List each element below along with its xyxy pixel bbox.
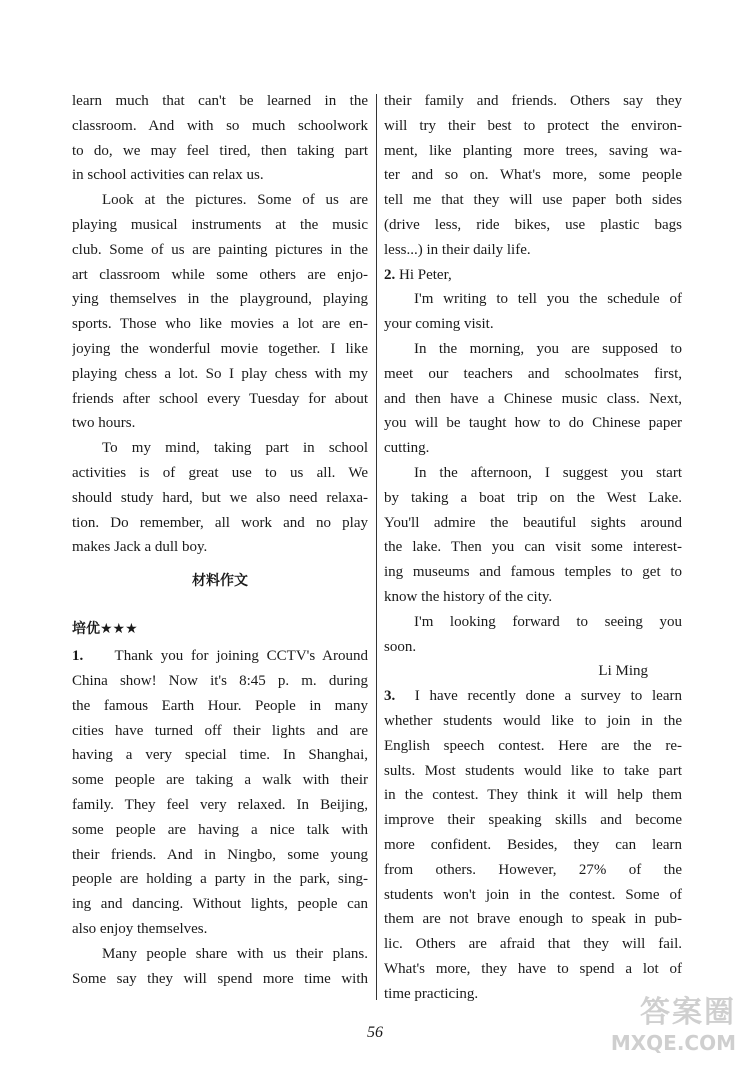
question-2 [384, 263, 682, 685]
text-line: ing and dancing. Without lights, people can [72, 896, 368, 913]
paragraph-school-activities-intro [72, 89, 368, 188]
text-line: English speech contest. Here are the re- [384, 737, 682, 754]
difficulty-label: 培优★★★ [72, 621, 138, 638]
text-line: tion. Do remember, all work and no play [72, 514, 368, 531]
text-line: improve their speaking skills and become [384, 812, 682, 829]
text-line: In the afternoon, I suggest you start [414, 464, 682, 481]
letter-signature: Li Ming [598, 663, 648, 680]
text-line: family. They feel very relaxed. In Beijing, [72, 796, 368, 813]
paragraph-pictures [72, 188, 368, 436]
text-line: some people are taking a walk with their [72, 772, 368, 789]
text-line: also enjoy themselves. [72, 920, 208, 937]
text-line: in school activities can relax us. [72, 167, 264, 184]
question-1-continued [384, 89, 682, 263]
text-line: and then have a Chinese music class. Next, [384, 390, 682, 407]
paragraph-conclusion [72, 436, 368, 560]
text-line: lic. Others are afraid that they will fail. [384, 936, 682, 953]
watermark-text: 答案圈 [640, 995, 736, 1030]
text-line: their family and friends. Others say they [384, 93, 682, 109]
text-line: I'm writing to tell you the schedule of [414, 291, 682, 308]
column-divider [376, 94, 377, 1000]
text-line: from others. However, 27% of the [384, 861, 682, 878]
text-line: having a very special time. In Shanghai, [72, 747, 368, 764]
text-line: more confident. Besides, they can learn [384, 836, 682, 853]
text-line: playing chess a lot. So I play chess with my [72, 365, 368, 382]
text-line: cutting. [384, 440, 430, 457]
text-line: I'm looking forward to seeing you [414, 613, 682, 630]
text-line: learn much that can't be learned in the [72, 93, 368, 109]
question-number: 2. [384, 266, 396, 283]
text-line: club. Some of us are painting pictures in the [72, 241, 368, 258]
text-line: them are not brave enough to speak in pub- [384, 911, 682, 928]
text-line: ying themselves in the playground, playing [72, 291, 368, 308]
text-line: Look at the pictures. Some of us are [102, 192, 368, 209]
text-line: soon. [384, 638, 417, 655]
text-line: ter and so on. What's more, some people [384, 167, 682, 184]
text-line: their friends. And in Ningbo, some young [72, 846, 368, 863]
text-line-content: I have recently done a survey to learn [414, 688, 682, 705]
text-line [72, 644, 368, 669]
text-line: China show! Now it's 8:45 p. m. during [72, 672, 368, 689]
letter-greeting: Hi Peter, [399, 266, 452, 283]
text-line: joying the wonderful movie together. I like [72, 340, 368, 357]
text-line: Some say they will spend more time with [72, 970, 368, 987]
text-line [384, 684, 682, 709]
text-line: cities have turned off their lights and are [72, 722, 368, 739]
text-line: your coming visit. [384, 316, 494, 333]
text-line: you will be taught how to do Chinese paper [384, 415, 682, 432]
question-number: 1. [72, 648, 84, 665]
text-line: some people are having a nice talk with [72, 821, 368, 838]
left-column [72, 89, 368, 991]
question-3 [384, 684, 682, 1006]
text-line: ment, like planting more trees, saving wa- [384, 142, 682, 159]
text-line [384, 263, 682, 288]
text-line: Many people share with us their plans. [102, 945, 368, 962]
text-line: In the morning, you are supposed to [414, 340, 682, 357]
text-line: by taking a boat trip on the West Lake. [384, 489, 682, 506]
text-line: should study hard, but we also need relaxa- [72, 489, 368, 506]
text-line: ing museums and famous temples to get to [384, 564, 682, 581]
section-heading: 材料作文 [192, 573, 248, 590]
text-line: art classroom while some others are enjo- [72, 266, 368, 283]
text-line: the famous Earth Hour. People in many [72, 697, 368, 714]
text-line: students won't join in the contest. Some of [384, 886, 682, 903]
right-column [384, 89, 682, 1006]
text-line: classroom. And with so much schoolwork [72, 117, 368, 134]
text-line: What's more, they have to spend a lot of [384, 960, 682, 977]
text-line: sports. Those who like movies a lot are en- [72, 316, 368, 333]
text-line: To my mind, taking part in school [102, 440, 368, 457]
text-line: (drive less, ride bikes, use plastic bags [384, 216, 682, 233]
text-line: know the history of the city. [384, 588, 553, 605]
text-line: activities is of great use to us all. We [72, 464, 368, 481]
question-1 [72, 644, 368, 991]
text-line: will try their best to protect the environ- [384, 117, 682, 134]
watermark-logo [611, 987, 736, 1055]
text-line: the lake. Then you can visit some interest- [384, 539, 682, 556]
text-line: meet our teachers and schoolmates first, [384, 365, 682, 382]
text-line: tell me that they will use paper both sides [384, 192, 682, 209]
question-number: 3. [384, 688, 396, 705]
page-number: 56 [367, 1024, 383, 1041]
text-line: two hours. [72, 415, 136, 432]
text-line-content: Thank you for joining CCTV's Around [114, 648, 368, 665]
watermark-domain: MXQE.COM [610, 1031, 736, 1055]
text-line: friends after school every Tuesday for about [72, 390, 368, 407]
text-line: time practicing. [384, 985, 479, 1002]
text-line: playing musical instruments at the music [72, 216, 368, 233]
text-line: less...) in their daily life. [384, 241, 531, 258]
text-line: You'll admire the beautiful sights around [384, 514, 682, 531]
text-line: people are holding a party in the park, sing- [72, 871, 368, 888]
text-line: makes Jack a dull boy. [72, 539, 208, 556]
text-line: whether students would like to join in the [384, 712, 682, 729]
text-line: to do, we may feel tired, then taking part [72, 142, 368, 159]
text-line: in the contest. They think it will help them [384, 787, 682, 804]
text-line: sults. Most students would like to take part [384, 762, 682, 779]
